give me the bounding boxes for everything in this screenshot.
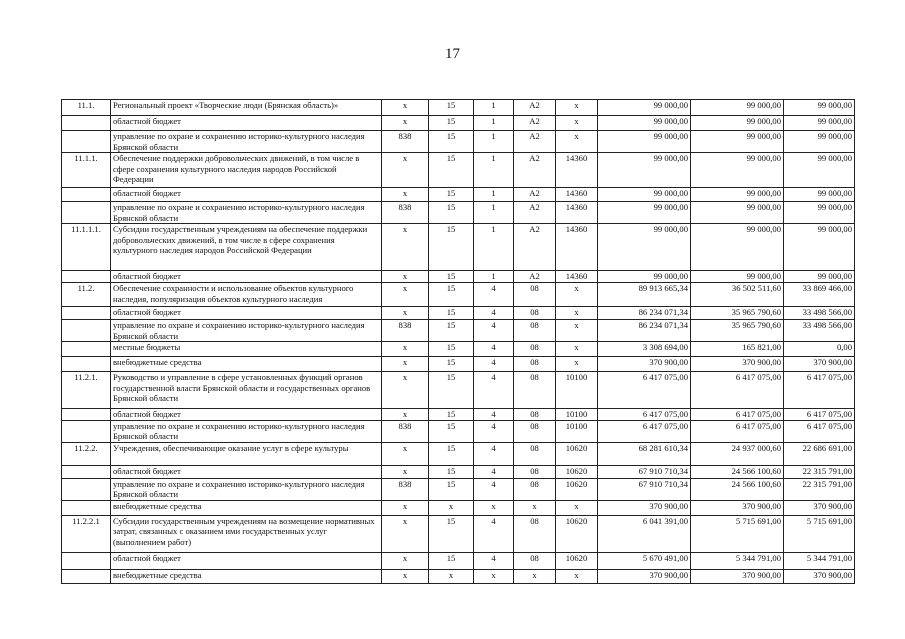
row-amount-1: 99 000,00 bbox=[598, 116, 691, 131]
row-grbs: x bbox=[382, 271, 429, 283]
row-direction: 14360 bbox=[556, 153, 598, 188]
row-grbs: x bbox=[382, 409, 429, 421]
row-amount-2: 24 937 000,60 bbox=[691, 442, 784, 465]
row-code: 11.1.1.1. bbox=[62, 224, 111, 271]
row-name: внебюджетные средства bbox=[111, 569, 382, 583]
row-name: областной бюджет bbox=[111, 116, 382, 131]
row-code: 11.2.2.1 bbox=[62, 515, 111, 552]
table-row bbox=[62, 442, 855, 465]
row-code bbox=[62, 188, 111, 202]
row-rz: 15 bbox=[429, 202, 474, 224]
row-direction: x bbox=[556, 116, 598, 131]
row-name: областной бюджет bbox=[111, 552, 382, 569]
row-amount-3: 22 315 791,00 bbox=[784, 465, 855, 478]
row-amount-2: 99 000,00 bbox=[691, 100, 784, 116]
row-name: областной бюджет bbox=[111, 188, 382, 202]
row-name: Обеспечение сохранности и использование объектов культурного наследия, популяризация объектов культурного наследия bbox=[111, 283, 382, 307]
row-direction: x bbox=[556, 569, 598, 583]
row-pr: x bbox=[474, 500, 514, 515]
row-pr: 1 bbox=[474, 188, 514, 202]
row-grbs: x bbox=[382, 342, 429, 357]
row-rz: 15 bbox=[429, 478, 474, 500]
row-target: 08 bbox=[514, 283, 556, 307]
row-direction: 10100 bbox=[556, 409, 598, 421]
row-pr: 1 bbox=[474, 224, 514, 271]
row-amount-2: 5 715 691,00 bbox=[691, 515, 784, 552]
row-name: управление по охране и сохранению историко-культурного наследия Брянской области bbox=[111, 202, 382, 224]
row-direction: x bbox=[556, 357, 598, 372]
row-amount-2: 6 417 075,00 bbox=[691, 420, 784, 442]
row-direction: 10620 bbox=[556, 442, 598, 465]
row-amount-2: 35 965 790,60 bbox=[691, 307, 784, 320]
row-amount-3: 5 344 791,00 bbox=[784, 552, 855, 569]
row-target: 08 bbox=[514, 307, 556, 320]
row-amount-2: 99 000,00 bbox=[691, 224, 784, 271]
row-grbs: x bbox=[382, 307, 429, 320]
row-code bbox=[62, 342, 111, 357]
row-amount-3: 99 000,00 bbox=[784, 202, 855, 224]
row-amount-3: 5 715 691,00 bbox=[784, 515, 855, 552]
row-direction: 14360 bbox=[556, 271, 598, 283]
row-grbs: x bbox=[382, 500, 429, 515]
row-amount-1: 370 900,00 bbox=[598, 500, 691, 515]
row-name: Региональный проект «Творческие люди (Брянская область)» bbox=[111, 100, 382, 116]
row-amount-2: 5 344 791,00 bbox=[691, 552, 784, 569]
row-amount-2: 24 566 100,60 bbox=[691, 478, 784, 500]
row-rz: 15 bbox=[429, 320, 474, 342]
row-target: 08 bbox=[514, 409, 556, 421]
row-grbs: x bbox=[382, 188, 429, 202]
row-target: A2 bbox=[514, 131, 556, 153]
table-row bbox=[62, 131, 855, 153]
row-amount-2: 6 417 075,00 bbox=[691, 372, 784, 409]
row-code bbox=[62, 409, 111, 421]
row-amount-1: 86 234 071,34 bbox=[598, 320, 691, 342]
row-rz: x bbox=[429, 569, 474, 583]
row-target: A2 bbox=[514, 202, 556, 224]
table-row bbox=[62, 202, 855, 224]
row-name: областной бюджет bbox=[111, 307, 382, 320]
row-amount-2: 99 000,00 bbox=[691, 188, 784, 202]
row-grbs: x bbox=[382, 515, 429, 552]
row-direction: 10620 bbox=[556, 465, 598, 478]
row-amount-1: 6 417 075,00 bbox=[598, 420, 691, 442]
table-row bbox=[62, 500, 855, 515]
row-grbs: x bbox=[382, 372, 429, 409]
table-row bbox=[62, 283, 855, 307]
row-target: 08 bbox=[514, 357, 556, 372]
row-code: 11.2.1. bbox=[62, 372, 111, 409]
row-code bbox=[62, 500, 111, 515]
row-target: 08 bbox=[514, 515, 556, 552]
row-rz: 15 bbox=[429, 342, 474, 357]
row-name: Обеспечение поддержки добровольческих движений, в том числе в сфере сохранения культурного наследия народов Российской Федерации bbox=[111, 153, 382, 188]
row-amount-3: 6 417 075,00 bbox=[784, 409, 855, 421]
row-pr: 1 bbox=[474, 131, 514, 153]
row-rz: 15 bbox=[429, 465, 474, 478]
row-rz: 15 bbox=[429, 372, 474, 409]
row-target: x bbox=[514, 569, 556, 583]
row-grbs: x bbox=[382, 442, 429, 465]
table-row bbox=[62, 188, 855, 202]
row-rz: 15 bbox=[429, 271, 474, 283]
row-rz: 15 bbox=[429, 409, 474, 421]
row-direction: x bbox=[556, 131, 598, 153]
row-name: местные бюджеты bbox=[111, 342, 382, 357]
row-pr: 4 bbox=[474, 283, 514, 307]
row-rz: x bbox=[429, 500, 474, 515]
row-amount-1: 99 000,00 bbox=[598, 188, 691, 202]
row-target: 08 bbox=[514, 478, 556, 500]
row-rz: 15 bbox=[429, 442, 474, 465]
row-amount-1: 6 417 075,00 bbox=[598, 409, 691, 421]
table-row bbox=[62, 320, 855, 342]
row-name: управление по охране и сохранению историко-культурного наследия Брянской области bbox=[111, 131, 382, 153]
row-amount-2: 370 900,00 bbox=[691, 357, 784, 372]
row-code: 11.2.2. bbox=[62, 442, 111, 465]
row-direction: x bbox=[556, 342, 598, 357]
row-grbs: 838 bbox=[382, 202, 429, 224]
row-grbs: 838 bbox=[382, 478, 429, 500]
row-code bbox=[62, 131, 111, 153]
row-amount-1: 68 281 610,34 bbox=[598, 442, 691, 465]
row-name: Учреждения, обеспечивающие оказание услуг в сфере культуры bbox=[111, 442, 382, 465]
row-rz: 15 bbox=[429, 224, 474, 271]
row-grbs: x bbox=[382, 100, 429, 116]
row-name: внебюджетные средства bbox=[111, 500, 382, 515]
row-amount-2: 165 821,00 bbox=[691, 342, 784, 357]
page-number: 17 bbox=[445, 46, 460, 62]
row-pr: x bbox=[474, 569, 514, 583]
row-grbs: x bbox=[382, 283, 429, 307]
row-pr: 4 bbox=[474, 320, 514, 342]
row-amount-1: 99 000,00 bbox=[598, 100, 691, 116]
table-row bbox=[62, 357, 855, 372]
row-amount-1: 3 308 694,00 bbox=[598, 342, 691, 357]
row-rz: 15 bbox=[429, 357, 474, 372]
row-grbs: x bbox=[382, 465, 429, 478]
row-code bbox=[62, 320, 111, 342]
row-code bbox=[62, 478, 111, 500]
table-row bbox=[62, 409, 855, 421]
row-amount-3: 99 000,00 bbox=[784, 188, 855, 202]
row-name: областной бюджет bbox=[111, 409, 382, 421]
row-rz: 15 bbox=[429, 131, 474, 153]
row-name: внебюджетные средства bbox=[111, 357, 382, 372]
row-name: управление по охране и сохранению историко-культурного наследия Брянской области bbox=[111, 420, 382, 442]
row-direction: 10620 bbox=[556, 552, 598, 569]
row-code bbox=[62, 552, 111, 569]
table-row bbox=[62, 372, 855, 409]
row-target: A2 bbox=[514, 100, 556, 116]
row-direction: 14360 bbox=[556, 224, 598, 271]
row-rz: 15 bbox=[429, 307, 474, 320]
row-pr: 4 bbox=[474, 307, 514, 320]
row-code: 11.1. bbox=[62, 100, 111, 116]
row-pr: 4 bbox=[474, 342, 514, 357]
row-direction: 14360 bbox=[556, 188, 598, 202]
table-row bbox=[62, 153, 855, 188]
row-amount-3: 99 000,00 bbox=[784, 116, 855, 131]
row-name: Руководство и управление в сфере установленных функций органов государственной власти Брянской области и государственных органов Брянской области bbox=[111, 372, 382, 409]
table-row bbox=[62, 100, 855, 116]
row-code bbox=[62, 271, 111, 283]
row-amount-2: 36 502 511,60 bbox=[691, 283, 784, 307]
row-amount-1: 370 900,00 bbox=[598, 569, 691, 583]
row-name: управление по охране и сохранению историко-культурного наследия Брянской области bbox=[111, 320, 382, 342]
row-grbs: x bbox=[382, 116, 429, 131]
row-amount-2: 370 900,00 bbox=[691, 500, 784, 515]
row-target: 08 bbox=[514, 372, 556, 409]
row-target: A2 bbox=[514, 188, 556, 202]
row-amount-2: 99 000,00 bbox=[691, 153, 784, 188]
row-target: A2 bbox=[514, 271, 556, 283]
row-name: Субсидии государственным учреждениям на возмещение нормативных затрат, связанных с оказанием ими государственных услуг (выполнением работ) bbox=[111, 515, 382, 552]
row-grbs: 838 bbox=[382, 320, 429, 342]
row-rz: 15 bbox=[429, 515, 474, 552]
row-grbs: x bbox=[382, 552, 429, 569]
row-pr: 4 bbox=[474, 552, 514, 569]
row-pr: 4 bbox=[474, 478, 514, 500]
row-grbs: x bbox=[382, 224, 429, 271]
row-amount-2: 99 000,00 bbox=[691, 131, 784, 153]
row-code: 11.1.1. bbox=[62, 153, 111, 188]
row-direction: x bbox=[556, 100, 598, 116]
row-target: A2 bbox=[514, 224, 556, 271]
table-row bbox=[62, 465, 855, 478]
row-pr: 1 bbox=[474, 100, 514, 116]
row-amount-1: 5 670 491,00 bbox=[598, 552, 691, 569]
row-direction: 14360 bbox=[556, 202, 598, 224]
row-code bbox=[62, 569, 111, 583]
row-pr: 4 bbox=[474, 515, 514, 552]
row-name: Субсидии государственным учреждениям на обеспечение поддержки добровольческих движений, в том числе в сфере сохранения культурного наследия народов Российской Федерации bbox=[111, 224, 382, 271]
row-target: A2 bbox=[514, 153, 556, 188]
row-code bbox=[62, 420, 111, 442]
row-direction: 10100 bbox=[556, 420, 598, 442]
row-rz: 15 bbox=[429, 188, 474, 202]
table-row bbox=[62, 307, 855, 320]
row-amount-3: 370 900,00 bbox=[784, 569, 855, 583]
row-code bbox=[62, 116, 111, 131]
row-target: 08 bbox=[514, 465, 556, 478]
row-amount-1: 99 000,00 bbox=[598, 153, 691, 188]
row-pr: 1 bbox=[474, 116, 514, 131]
row-amount-2: 35 965 790,60 bbox=[691, 320, 784, 342]
row-rz: 15 bbox=[429, 116, 474, 131]
row-pr: 4 bbox=[474, 465, 514, 478]
row-rz: 15 bbox=[429, 552, 474, 569]
row-direction: 10100 bbox=[556, 372, 598, 409]
row-pr: 1 bbox=[474, 153, 514, 188]
row-target: A2 bbox=[514, 116, 556, 131]
row-amount-3: 33 498 566,00 bbox=[784, 320, 855, 342]
table-row bbox=[62, 116, 855, 131]
row-target: x bbox=[514, 500, 556, 515]
row-amount-3: 99 000,00 bbox=[784, 100, 855, 116]
row-grbs: x bbox=[382, 153, 429, 188]
row-amount-3: 99 000,00 bbox=[784, 153, 855, 188]
row-code bbox=[62, 307, 111, 320]
row-amount-2: 6 417 075,00 bbox=[691, 409, 784, 421]
row-name: областной бюджет bbox=[111, 271, 382, 283]
row-amount-2: 370 900,00 bbox=[691, 569, 784, 583]
row-name: управление по охране и сохранению историко-культурного наследия Брянской области bbox=[111, 478, 382, 500]
row-amount-1: 89 913 665,34 bbox=[598, 283, 691, 307]
row-code bbox=[62, 202, 111, 224]
table-row bbox=[62, 342, 855, 357]
row-amount-3: 33 498 566,00 bbox=[784, 307, 855, 320]
row-direction: 10620 bbox=[556, 478, 598, 500]
row-pr: 1 bbox=[474, 271, 514, 283]
row-rz: 15 bbox=[429, 153, 474, 188]
row-amount-2: 24 566 100,60 bbox=[691, 465, 784, 478]
row-name: областной бюджет bbox=[111, 465, 382, 478]
row-amount-3: 370 900,00 bbox=[784, 500, 855, 515]
row-grbs: x bbox=[382, 569, 429, 583]
row-code bbox=[62, 357, 111, 372]
row-amount-3: 6 417 075,00 bbox=[784, 420, 855, 442]
row-target: 08 bbox=[514, 442, 556, 465]
row-direction: x bbox=[556, 307, 598, 320]
row-amount-1: 99 000,00 bbox=[598, 224, 691, 271]
row-amount-1: 99 000,00 bbox=[598, 202, 691, 224]
budget-table bbox=[61, 99, 855, 584]
table-row bbox=[62, 552, 855, 569]
row-target: 08 bbox=[514, 552, 556, 569]
row-amount-2: 99 000,00 bbox=[691, 116, 784, 131]
row-grbs: x bbox=[382, 357, 429, 372]
row-amount-1: 67 910 710,34 bbox=[598, 465, 691, 478]
row-amount-3: 33 869 466,00 bbox=[784, 283, 855, 307]
row-target: 08 bbox=[514, 342, 556, 357]
row-amount-3: 99 000,00 bbox=[784, 224, 855, 271]
row-amount-1: 6 417 075,00 bbox=[598, 372, 691, 409]
row-amount-3: 6 417 075,00 bbox=[784, 372, 855, 409]
row-amount-1: 370 900,00 bbox=[598, 357, 691, 372]
row-amount-3: 22 686 691,00 bbox=[784, 442, 855, 465]
table-row bbox=[62, 569, 855, 583]
row-rz: 15 bbox=[429, 100, 474, 116]
row-pr: 4 bbox=[474, 357, 514, 372]
row-direction: 10620 bbox=[556, 515, 598, 552]
row-direction: x bbox=[556, 283, 598, 307]
row-pr: 4 bbox=[474, 409, 514, 421]
row-amount-3: 99 000,00 bbox=[784, 131, 855, 153]
row-amount-1: 67 910 710,34 bbox=[598, 478, 691, 500]
row-rz: 15 bbox=[429, 420, 474, 442]
row-amount-1: 99 000,00 bbox=[598, 271, 691, 283]
row-target: 08 bbox=[514, 420, 556, 442]
row-code: 11.2. bbox=[62, 283, 111, 307]
row-pr: 1 bbox=[474, 202, 514, 224]
table-row bbox=[62, 420, 855, 442]
row-amount-1: 86 234 071,34 bbox=[598, 307, 691, 320]
row-code bbox=[62, 465, 111, 478]
row-direction: x bbox=[556, 500, 598, 515]
table-row bbox=[62, 478, 855, 500]
row-amount-3: 22 315 791,00 bbox=[784, 478, 855, 500]
row-amount-2: 99 000,00 bbox=[691, 271, 784, 283]
row-grbs: 838 bbox=[382, 131, 429, 153]
row-amount-3: 99 000,00 bbox=[784, 271, 855, 283]
row-target: 08 bbox=[514, 320, 556, 342]
row-direction: x bbox=[556, 320, 598, 342]
row-pr: 4 bbox=[474, 420, 514, 442]
row-pr: 4 bbox=[474, 372, 514, 409]
row-amount-3: 0,00 bbox=[784, 342, 855, 357]
table-row bbox=[62, 224, 855, 271]
row-pr: 4 bbox=[474, 442, 514, 465]
table-row bbox=[62, 271, 855, 283]
row-amount-1: 6 041 391,00 bbox=[598, 515, 691, 552]
row-amount-3: 370 900,00 bbox=[784, 357, 855, 372]
row-amount-1: 99 000,00 bbox=[598, 131, 691, 153]
row-amount-2: 99 000,00 bbox=[691, 202, 784, 224]
table-row bbox=[62, 515, 855, 552]
row-grbs: 838 bbox=[382, 420, 429, 442]
row-rz: 15 bbox=[429, 283, 474, 307]
